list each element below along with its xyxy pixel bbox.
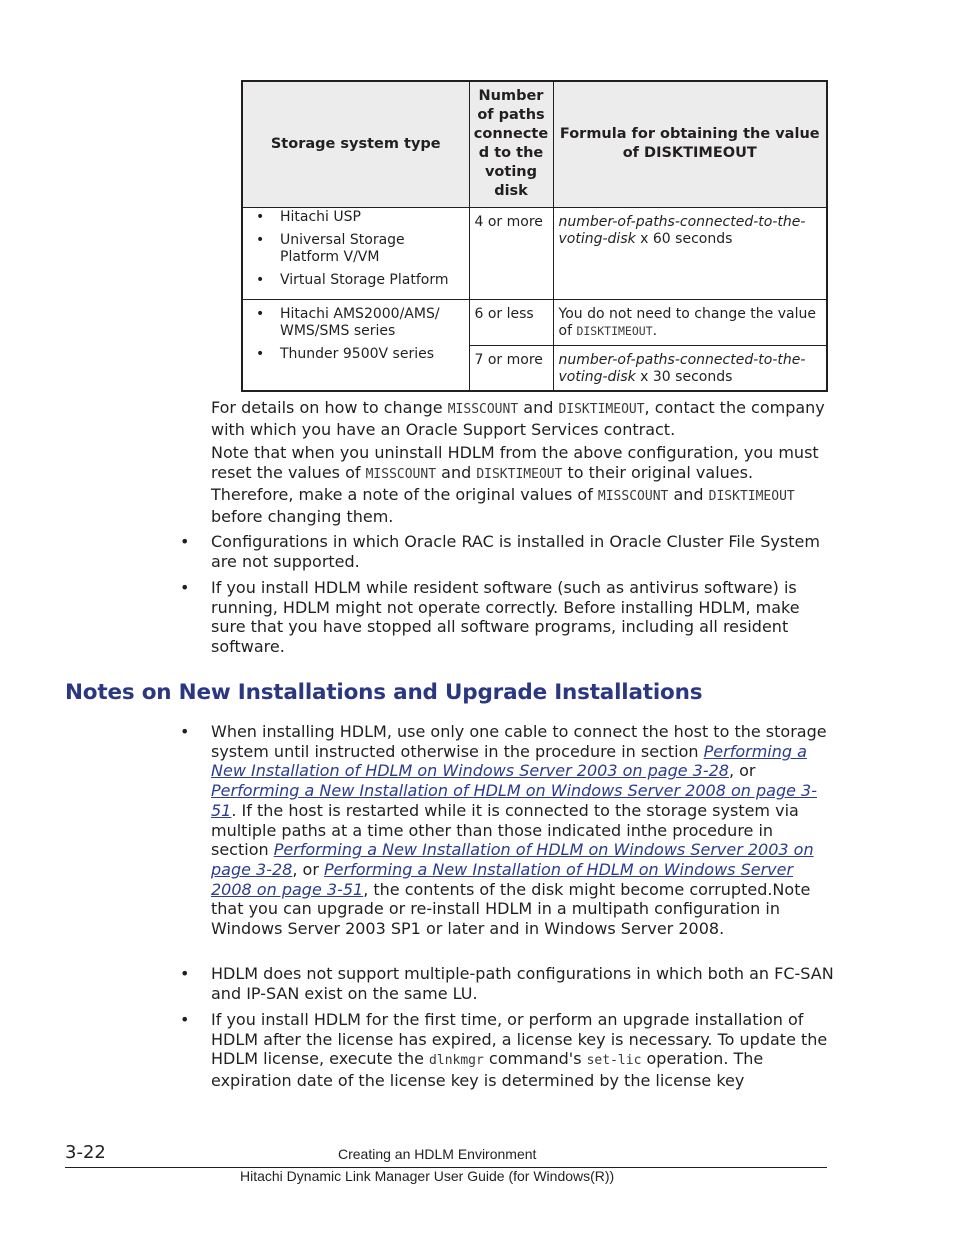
link-install-2008[interactable]: Performing a New Installation of HDLM on Windows Server 2008 on page 3-51 xyxy=(211,781,817,820)
storage-type-cell xyxy=(242,207,469,299)
paragraph-contact: For details on how to change MISSCOUNT and DISKTIMEOUT, contact the company with which you have an Oracle Support Services contract. xyxy=(211,398,825,439)
table-header-row xyxy=(242,81,827,207)
header-storage-system-type: Storage system type xyxy=(242,81,469,207)
link-install-2003[interactable]: Performing a New Installation of HDLM on Windows Server 2003 on page 3-28 xyxy=(211,741,807,781)
header-line: d to the xyxy=(478,145,544,162)
header-number-of-paths xyxy=(469,81,553,207)
list-item: • Virtual Storage Platform xyxy=(248,272,464,289)
code-misscount: MISSCOUNT xyxy=(447,402,519,417)
header-line: voting xyxy=(484,164,538,181)
formula-text: You do not need to change the value of xyxy=(558,305,816,339)
link-install-2003[interactable]: Performing a New Installation of HDLM on Windows Server 2003 on page 3-28 xyxy=(211,840,814,879)
code-disktimeout: DISKTIMEOUT xyxy=(476,467,563,482)
header-line: Number xyxy=(478,88,544,105)
code-dlnkmgr: dlnkmgr xyxy=(429,1053,484,1069)
list-item: • Hitachi USP xyxy=(248,209,464,226)
list-item: • If you install HDLM while resident software (such as antivirus software) is running, HDLM might not operate correctly. Before installing HDLM, make sure that you have stopped all software programs, including all resident software. xyxy=(180,578,800,657)
section-heading: Notes on New Installations and Upgrade Installations xyxy=(65,680,703,705)
formula-text: x 60 seconds xyxy=(635,230,733,247)
code-set-lic: set-lic xyxy=(586,1053,642,1069)
list-item: • Configurations in which Oracle RAC is installed in Oracle Cluster File System are not supported. xyxy=(180,532,820,571)
disktimeout-table xyxy=(241,80,828,392)
code-misscount: MISSCOUNT xyxy=(365,467,437,482)
header-line: of paths xyxy=(477,107,545,124)
bullet: • xyxy=(180,532,190,551)
storage-type-cell xyxy=(242,299,469,391)
formula-cell xyxy=(553,207,827,299)
table-row xyxy=(242,207,827,299)
bullet: • xyxy=(180,578,190,597)
bullet: • xyxy=(180,1010,190,1029)
paragraph-uninstall-note: Note that when you uninstall HDLM from the above configuration, you must reset the values of MISSCOUNT and DISKTIMEOUT to their original values. Therefore, make a note of the original values of MISSCOUNT and DISKTIMEOUT before changing them. xyxy=(211,443,819,526)
paths-cell: 4 or more xyxy=(469,207,553,299)
paths-cell: 7 or more xyxy=(469,345,553,391)
list-item: • Universal Storage Platform V/VM xyxy=(248,232,464,266)
paths-cell: 6 or less xyxy=(469,299,553,345)
formula-cell xyxy=(553,345,827,391)
formula-text: x 30 seconds xyxy=(635,368,733,385)
header-formula: Formula for obtaining the value of DISKTIMEOUT xyxy=(553,81,827,207)
footer-chapter-title: Creating an HDLM Environment xyxy=(338,1146,537,1162)
formula-variable: number-of-paths-connected-to-the-voting-disk xyxy=(558,213,806,247)
bullet: • xyxy=(180,964,190,983)
list-item: • HDLM does not support multiple-path configurations in which both an FC-SAN and IP-SAN exist on the same LU. xyxy=(180,964,834,1003)
footer-book-title: Hitachi Dynamic Link Manager User Guide (for Windows(R)) xyxy=(240,1168,615,1184)
bullet: • xyxy=(180,722,190,741)
code-disktimeout: DISKTIMEOUT xyxy=(576,323,653,338)
code-disktimeout: DISKTIMEOUT xyxy=(708,489,795,504)
page-number: 3-22 xyxy=(65,1142,106,1163)
code-misscount: MISSCOUNT xyxy=(597,489,669,504)
header-line: connecte xyxy=(473,126,549,143)
code-disktimeout: DISKTIMEOUT xyxy=(558,402,645,417)
list-item: • Thunder 9500V series xyxy=(248,346,464,363)
formula-variable: number-of-paths-connected-to-the-voting-disk xyxy=(558,351,806,385)
list-item: • If you install HDLM for the first time, or perform an upgrade installation of HDLM after the license has expired, a license key is necessary. To update the HDLM license, execute the dlnkmgr command's set-lic operation. The expiration date of the license key is determined by the license key xyxy=(180,1010,828,1091)
list-item: • Hitachi AMS2000/AMS/ WMS/SMS series xyxy=(248,306,464,340)
link-install-2008[interactable]: Performing a New Installation of HDLM on Windows Server 2008 on page 3-51 xyxy=(211,859,794,899)
list-item: • When installing HDLM, use only one cable to connect the host to the storage system until instructed otherwise in the procedure in section Performing a New Installation of HDLM on Windows Server 2003 on page 3-28, or Performing a New Installation of HDLM on Windows Server 2008 on page 3-51. If the host is restarted while it is connected to the storage system via multiple paths at a time other than those indicated inthe procedure in section Performing a New Installation of HDLM on Windows Server 2003 on page 3-28, or Performing a New Installation of HDLM on Windows Server 2008 on page 3-51, the contents of the disk might become corrupted.Note that you can upgrade or re-install HDLM in a multipath configuration in Windows Server 2003 SP1 or later and in Windows Server 2008. xyxy=(180,722,827,939)
formula-text: . xyxy=(652,322,658,339)
formula-cell xyxy=(553,299,827,345)
header-line: disk xyxy=(494,183,528,200)
table-row xyxy=(242,299,827,345)
